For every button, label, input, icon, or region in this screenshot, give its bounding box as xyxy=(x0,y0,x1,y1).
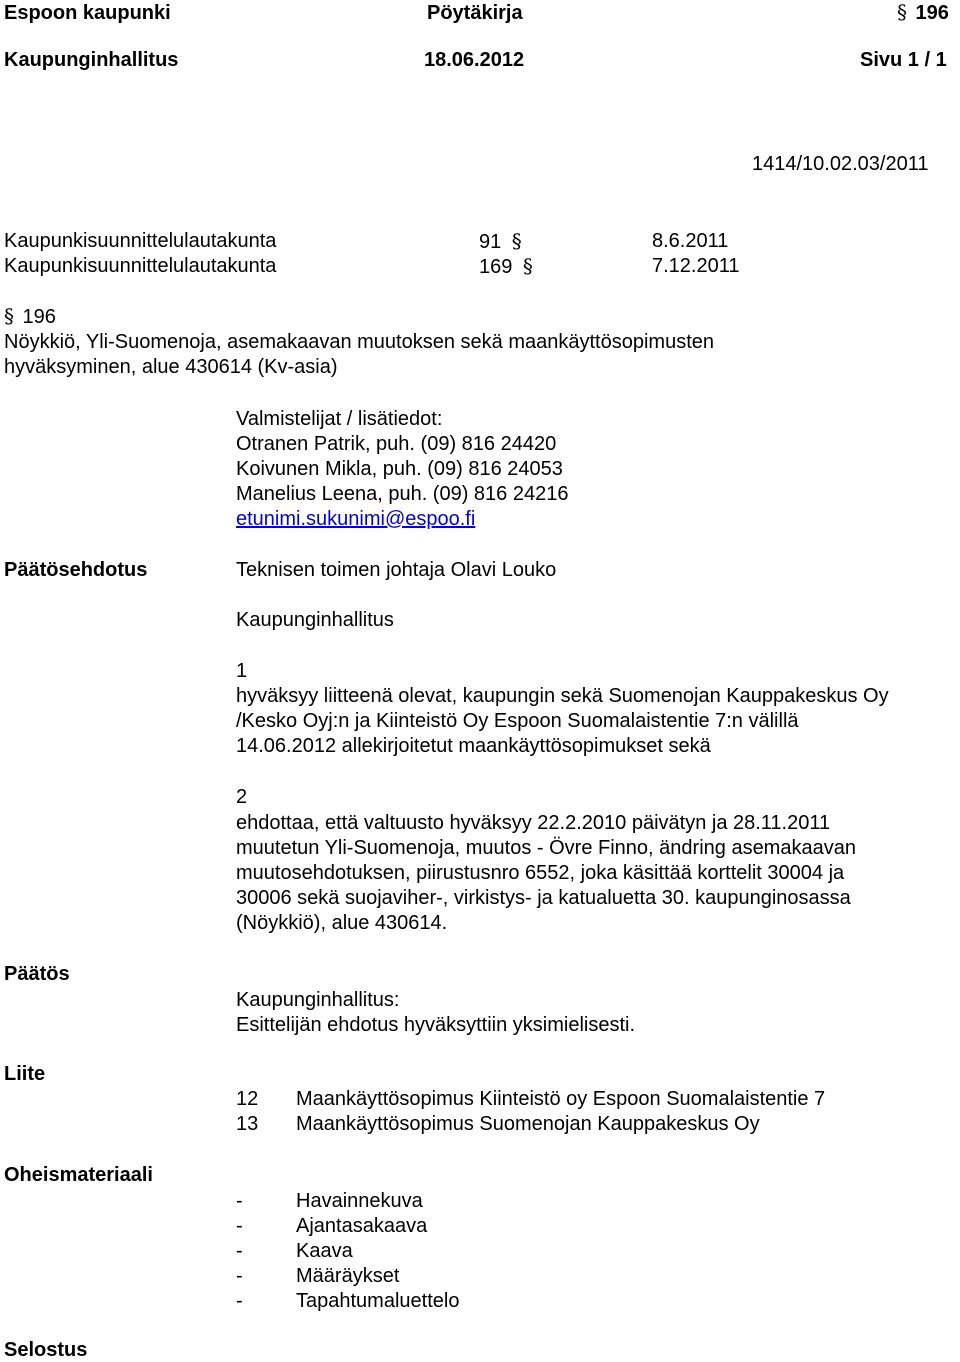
section-title-line: Nöykkiö, Yli-Suomenoja, asemakaavan muutoksen sekä maankäyttösopimusten xyxy=(4,331,714,353)
decision-label: Päätös xyxy=(4,963,70,985)
history-date: 8.6.2011 xyxy=(652,230,729,252)
item-text-line: hyväksyy liitteenä olevat, kaupungin sekä Suomenojan Kauppakeskus Oy xyxy=(236,685,889,707)
preparer-contact: Otranen Patrik, puh. (09) 816 24420 xyxy=(236,433,557,455)
supporting-item: - Kaava xyxy=(236,1240,353,1262)
item-text-line: 14.06.2012 allekirjoitetut maankäyttösopimukset sekä xyxy=(236,735,711,757)
attachments-label: Liite xyxy=(4,1063,46,1085)
history-body: Kaupunkisuunnittelulautakunta xyxy=(4,255,277,277)
email-link[interactable]: etunimi.sukunimi@espoo.fi xyxy=(236,508,476,530)
reference-number: 1414/10.02.03/2011 xyxy=(752,153,929,175)
proposer: Teknisen toimen johtaja Olavi Louko xyxy=(236,559,557,581)
item-number: 1 xyxy=(236,660,248,682)
section-symbol: § xyxy=(4,304,14,328)
supporting-item: - Määräykset xyxy=(236,1265,400,1287)
header-page: Sivu 1 / 1 xyxy=(860,49,947,71)
section-symbol: § xyxy=(511,229,522,253)
summary-label: Selostus xyxy=(4,1339,88,1361)
item-text-line: ehdottaa, että valtuusto hyväksyy 22.2.2010 päivätyn ja 28.11.2011 xyxy=(236,812,831,834)
preparers-heading: Valmistelijat / lisätiedot: xyxy=(236,408,443,430)
section-number: § 196 xyxy=(4,304,56,328)
supporting-item: - Havainnekuva xyxy=(236,1190,423,1212)
preparer-contact: Koivunen Mikla, puh. (09) 816 24053 xyxy=(236,458,563,480)
attachment-item: 13 Maankäyttösopimus Suomenojan Kauppakeskus Oy xyxy=(236,1113,760,1135)
section-symbol: § xyxy=(897,0,907,24)
item-text-line: 30006 sekä suojaviher-, virkistys- ja katualuetta 30. kaupunginosassa xyxy=(236,887,851,909)
decision-text: Esittelijän ehdotus hyväksyttiin yksimielisesti. xyxy=(236,1014,636,1036)
proposal-body: Kaupunginhallitus xyxy=(236,609,394,631)
header-section-number: § 196 xyxy=(897,0,949,24)
history-number: 169 § xyxy=(479,254,533,278)
supporting-item: - Ajantasakaava xyxy=(236,1215,428,1237)
proposal-label: Päätösehdotus xyxy=(4,559,148,581)
item-text-line: /Kesko Oyj:n ja Kiinteistö Oy Espoon Suomalaistentie 7:n välillä xyxy=(236,710,799,732)
history-date: 7.12.2011 xyxy=(652,255,740,277)
section-title-line: hyväksyminen, alue 430614 (Kv-asia) xyxy=(4,356,338,378)
header-body: Kaupunginhallitus xyxy=(4,49,179,71)
item-text-line: (Nöykkiö), alue 430614. xyxy=(236,912,448,934)
history-number: 91 § xyxy=(479,229,522,253)
supporting-item: - Tapahtumaluettelo xyxy=(236,1290,460,1312)
section-symbol: § xyxy=(522,254,533,278)
decision-body: Kaupunginhallitus: xyxy=(236,989,400,1011)
header-org: Espoon kaupunki xyxy=(4,2,171,24)
header-doc-type: Pöytäkirja xyxy=(427,2,523,24)
supporting-material-label: Oheismateriaali xyxy=(4,1164,153,1186)
history-body: Kaupunkisuunnittelulautakunta xyxy=(4,230,277,252)
item-text-line: muutetun Yli-Suomenoja, muutos - Övre Finno, ändring asemakaavan xyxy=(236,837,856,859)
header-date: 18.06.2012 xyxy=(424,49,525,71)
item-number: 2 xyxy=(236,786,248,808)
attachment-item: 12 Maankäyttösopimus Kiinteistö oy Espoon Suomalaistentie 7 xyxy=(236,1088,826,1110)
preparer-contact: Manelius Leena, puh. (09) 816 24216 xyxy=(236,483,569,505)
item-text-line: muutosehdotuksen, piirustusnro 6552, joka käsittää korttelit 30004 ja xyxy=(236,862,845,884)
